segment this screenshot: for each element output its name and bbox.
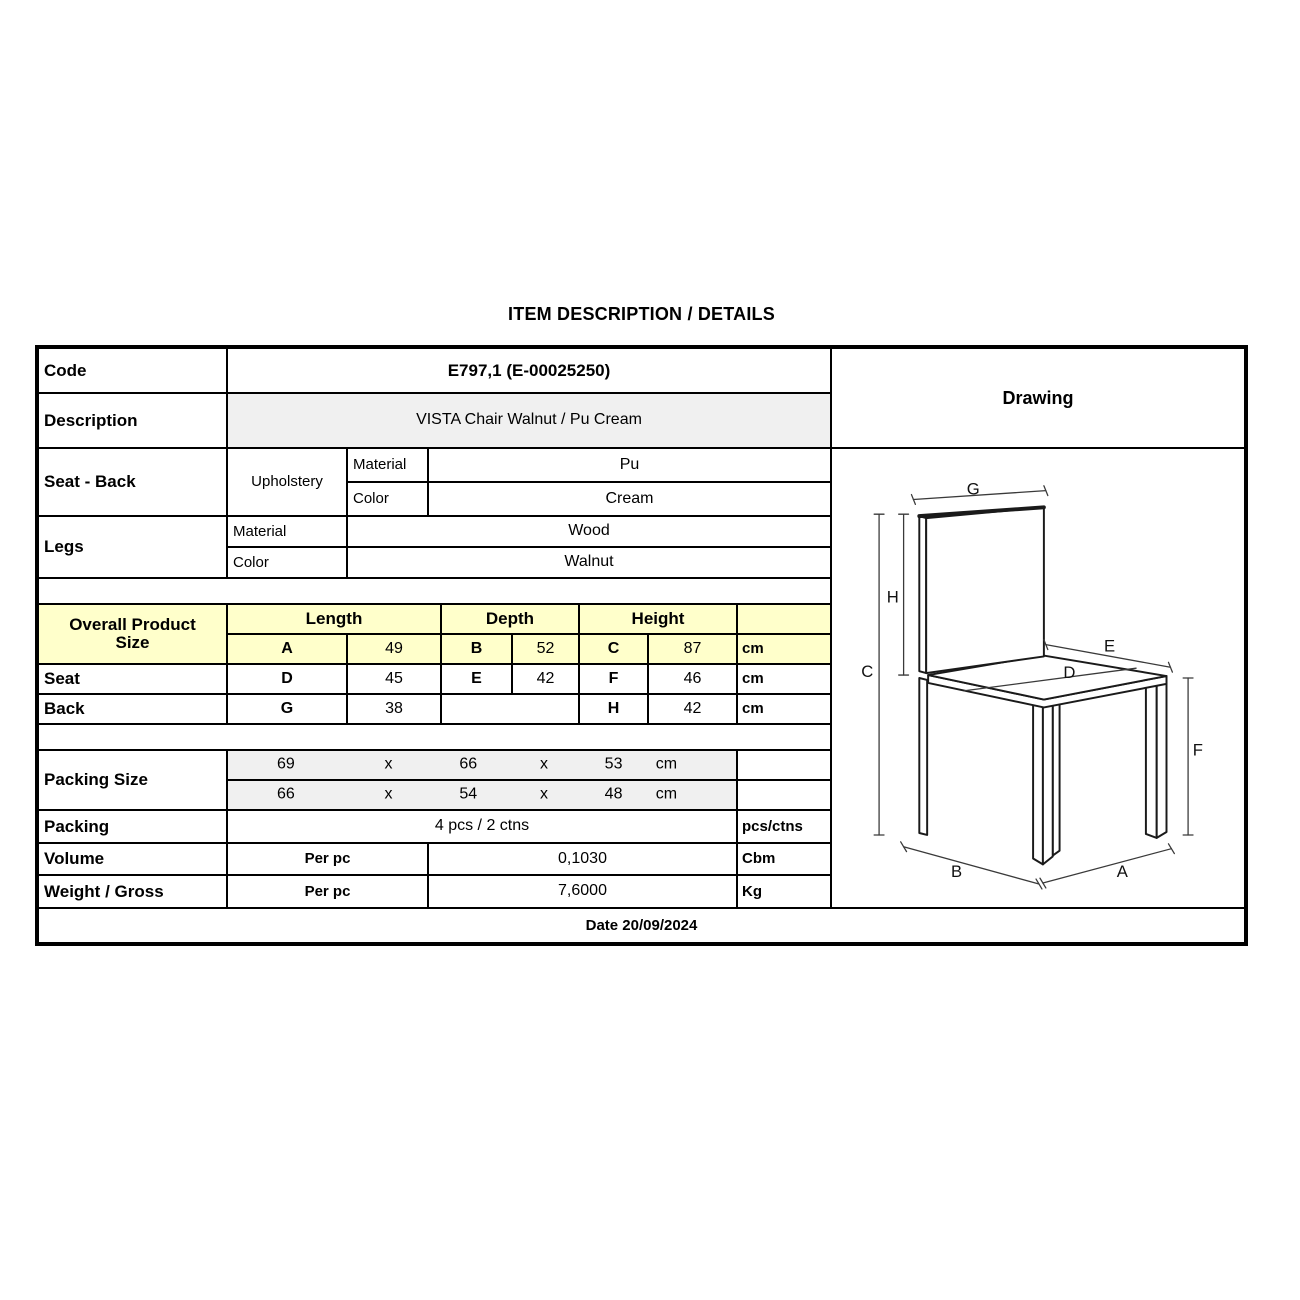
back-height-key: H bbox=[579, 694, 648, 724]
back-depth-empty bbox=[441, 694, 579, 724]
overall-height-key: C bbox=[579, 634, 648, 664]
depth-header: Depth bbox=[441, 604, 579, 634]
packing-size-label: Packing Size bbox=[38, 750, 227, 810]
seat-back-material-label: Material bbox=[347, 448, 428, 482]
dim-label-A: A bbox=[1116, 862, 1128, 882]
seat-height-key: F bbox=[579, 664, 648, 694]
weight-unit: Kg bbox=[737, 875, 831, 908]
packing-size-value: 54 bbox=[459, 785, 478, 803]
packing-size-row-1 bbox=[227, 750, 737, 780]
weight-basis: Per pc bbox=[227, 875, 428, 908]
page-title: ITEM DESCRIPTION / DETAILS bbox=[508, 304, 775, 324]
packing-size-value: 66 bbox=[277, 785, 295, 803]
overall-size-label-text: Overall Product Size bbox=[69, 615, 196, 652]
legs-label: Legs bbox=[38, 516, 227, 578]
description-label: Description bbox=[38, 393, 227, 448]
back-length-value: 38 bbox=[347, 694, 441, 724]
overall-length-key: A bbox=[227, 634, 347, 664]
weight-value: 7,6000 bbox=[428, 875, 737, 908]
dim-label-D: D bbox=[1063, 663, 1076, 682]
packing-value: 4 pcs / 2 ctns bbox=[227, 810, 737, 843]
unit-header-empty bbox=[737, 604, 831, 634]
overall-depth-key: B bbox=[441, 634, 512, 664]
overall-height-value: 87 bbox=[648, 634, 737, 664]
length-header: Length bbox=[227, 604, 441, 634]
packing-size-sep: x bbox=[384, 755, 393, 773]
volume-value: 0,1030 bbox=[428, 843, 737, 875]
seat-length-value: 45 bbox=[347, 664, 441, 694]
packing-size-value: 66 bbox=[459, 755, 478, 773]
seat-back-material-value: Pu bbox=[428, 448, 831, 482]
chair-front-leg-left-face bbox=[1033, 704, 1043, 865]
seat-length-key: D bbox=[227, 664, 347, 694]
seat-back-label: Seat - Back bbox=[38, 448, 227, 516]
packing-size-unit-empty-1 bbox=[737, 750, 831, 780]
legs-material-label: Material bbox=[227, 516, 347, 547]
legs-color-value: Walnut bbox=[347, 547, 831, 578]
packing-size-row-2 bbox=[227, 780, 737, 810]
spacer-row-1 bbox=[38, 578, 831, 604]
back-height-value: 42 bbox=[648, 694, 737, 724]
packing-unit: pcs/ctns bbox=[737, 810, 831, 843]
volume-basis: Per pc bbox=[227, 843, 428, 875]
dim-label-E: E bbox=[1104, 636, 1116, 656]
seat-depth-key: E bbox=[441, 664, 512, 694]
volume-unit: Cbm bbox=[737, 843, 831, 875]
packing-size-value: 53 bbox=[604, 755, 623, 773]
spec-table bbox=[35, 345, 1248, 946]
chair-back-left-leg bbox=[919, 678, 927, 835]
drawing-title: Drawing bbox=[831, 348, 1245, 448]
packing-size-unit: cm bbox=[655, 785, 678, 803]
packing-size-sep: x bbox=[539, 785, 548, 803]
drawing-cell bbox=[831, 448, 1245, 908]
chair-right-leg-left-face bbox=[1146, 679, 1157, 838]
packing-label: Packing bbox=[38, 810, 227, 843]
dim-label-F: F bbox=[1192, 740, 1203, 760]
seat-back-color-value: Cream bbox=[428, 482, 831, 516]
seat-height-value: 46 bbox=[648, 664, 737, 694]
dim-label-B: B bbox=[951, 862, 963, 882]
overall-depth-value: 52 bbox=[512, 634, 579, 664]
seat-row-label: Seat bbox=[38, 664, 227, 694]
seat-back-color-label: Color bbox=[347, 482, 428, 516]
overall-unit: cm bbox=[737, 634, 831, 664]
overall-length-value: 49 bbox=[347, 634, 441, 664]
upholstery-label: Upholstery bbox=[227, 448, 347, 516]
spacer-row-2 bbox=[38, 724, 831, 750]
overall-size-label bbox=[38, 604, 227, 664]
date-row: Date 20/09/2024 bbox=[38, 908, 1245, 943]
description-value: VISTA Chair Walnut / Pu Cream bbox=[227, 393, 831, 448]
chair-backrest-side bbox=[919, 516, 926, 673]
packing-size-value: 69 bbox=[277, 755, 295, 773]
chair-right-leg-right-face bbox=[1157, 677, 1167, 838]
dim-label-H: H bbox=[886, 587, 899, 607]
back-length-key: G bbox=[227, 694, 347, 724]
volume-label: Volume bbox=[38, 843, 227, 875]
code-value: E797,1 (E-00025250) bbox=[227, 348, 831, 393]
dim-label-G: G bbox=[966, 479, 980, 499]
weight-label: Weight / Gross bbox=[38, 875, 227, 908]
dim-label-C: C bbox=[861, 662, 874, 682]
seat-depth-value: 42 bbox=[512, 664, 579, 694]
chair-back-right-leg bbox=[1053, 699, 1060, 856]
height-header: Height bbox=[579, 604, 737, 634]
packing-size-sep: x bbox=[539, 755, 548, 773]
legs-material-value: Wood bbox=[347, 516, 831, 547]
packing-size-value: 48 bbox=[604, 785, 623, 803]
packing-size-unit: cm bbox=[655, 755, 678, 773]
chair-drawing bbox=[832, 449, 1244, 907]
chair-front-leg-right-face bbox=[1043, 702, 1053, 865]
legs-color-label: Color bbox=[227, 547, 347, 578]
packing-size-unit-empty-2 bbox=[737, 780, 831, 810]
code-label: Code bbox=[38, 348, 227, 393]
seat-unit: cm bbox=[737, 664, 831, 694]
packing-size-sep: x bbox=[384, 785, 393, 803]
back-row-label: Back bbox=[38, 694, 227, 724]
chair-backrest-front bbox=[926, 507, 1044, 673]
back-unit: cm bbox=[737, 694, 831, 724]
